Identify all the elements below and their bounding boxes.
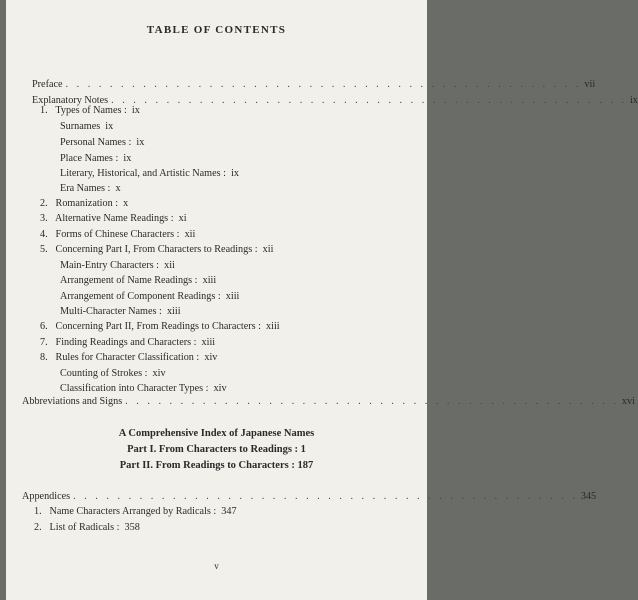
item-page: 358: [124, 522, 140, 533]
toc-entry-appendices: [22, 491, 597, 503]
index-part-2: Part II. From Readings to Characters : 187: [119, 460, 314, 471]
index-part-1: Part I. From Characters to Readings : 1: [127, 444, 306, 455]
toc-item: [40, 352, 217, 364]
item-page: xi: [178, 213, 187, 224]
leader-dots: . . . . . . . . . . . . . . . . . . . . . . . . . . . . . . . . . . . . . . . . . . . . . .: [73, 491, 578, 502]
item-page: xii: [184, 229, 196, 240]
item-number: 2.: [34, 522, 42, 533]
entry-label: Appendices: [22, 491, 71, 502]
item-text: Types of Names :: [55, 105, 127, 116]
item-text: Personal Names :: [60, 137, 132, 148]
item-text: Concerning Part I, From Characters to Readings :: [55, 244, 258, 255]
item-text: Arrangement of Component Readings :: [60, 291, 221, 302]
toc-subitem: [60, 368, 166, 380]
item-page: xiv: [152, 368, 166, 379]
toc-item: [40, 244, 273, 256]
item-text: Place Names :: [60, 153, 119, 164]
item-text: Alternative Name Readings :: [54, 213, 174, 224]
item-text: Rules for Character Classification :: [55, 352, 200, 363]
entry-page: xvi: [621, 396, 635, 407]
entry-label: Abbreviations and Signs: [22, 396, 123, 407]
toc-subitem: [60, 260, 175, 272]
item-number: 7.: [40, 337, 48, 348]
toc-entry-preface: [32, 79, 596, 91]
item-page: xiii: [225, 291, 240, 302]
item-number: 4.: [40, 229, 48, 240]
toc-subitem: [60, 275, 216, 287]
item-page: xiii: [201, 337, 216, 348]
item-text: Era Names :: [60, 183, 111, 194]
item-text: Main-Entry Characters :: [60, 260, 160, 271]
item-page: x: [115, 183, 121, 194]
index-title: A Comprehensive Index of Japanese Names: [118, 428, 315, 439]
item-number: 6.: [40, 321, 48, 332]
leader-dots: . . . . . . . . . . . . . . . . . . . . . . . . . . . . . . . . . . . . . . . . . . . . . . .: [65, 79, 582, 90]
item-page: xiii: [166, 306, 181, 317]
item-text: Classification into Character Types :: [60, 383, 209, 394]
item-page: xii: [262, 244, 274, 255]
book-page: [6, 0, 638, 600]
item-page: ix: [131, 105, 140, 116]
item-text: List of Radicals :: [49, 522, 120, 533]
toc-item: [40, 337, 215, 349]
item-text: Counting of Strokes :: [60, 368, 148, 379]
leader-dots: . . . . . . . . . . . . . . . . . . . . . . . . . . . . . . . . . . . . . . . . . . . . .: [125, 396, 619, 407]
toc-subitem: [60, 137, 144, 149]
entry-page: ix: [629, 95, 638, 106]
toc-subitem: [60, 306, 181, 318]
item-text: Romanization :: [55, 198, 119, 209]
toc-subitem: [60, 121, 113, 133]
item-text: Name Characters Arranged by Radicals :: [49, 506, 217, 517]
toc-subitem: [60, 291, 239, 303]
leader-dots: . . . . . . . . . . . . . . . . . . . . . . . . . . . . . . . . . . . . . . . . . . . . . . .: [111, 95, 627, 106]
toc-subitem: [60, 153, 131, 165]
toc-subitem: [60, 183, 121, 195]
item-page: xii: [164, 260, 175, 271]
item-number: 2.: [40, 198, 48, 209]
item-page: xiii: [202, 275, 217, 286]
entry-label: Explanatory Notes: [32, 95, 109, 106]
item-number: 5.: [40, 244, 48, 255]
entry-page: 345: [580, 491, 597, 502]
item-number: 8.: [40, 352, 48, 363]
item-page: xiii: [266, 321, 280, 332]
toc-item: [40, 321, 280, 333]
item-text: Surnames: [60, 121, 101, 132]
entry-page: vii: [584, 79, 596, 90]
toc-item: [40, 105, 140, 117]
item-text: Arrangement of Name Readings :: [60, 275, 198, 286]
item-number: 3.: [40, 213, 48, 224]
item-page: 347: [221, 506, 237, 517]
toc-subitem: [60, 168, 239, 180]
item-text: Finding Readings and Characters :: [55, 337, 197, 348]
page-folio: v: [214, 561, 219, 571]
item-text: Multi-Character Names :: [60, 306, 162, 317]
appendix-item: [34, 506, 237, 518]
toc-subitem: [60, 383, 227, 395]
item-page: ix: [105, 121, 114, 132]
entry-label: Preface: [32, 79, 63, 90]
appendix-item: [34, 522, 140, 534]
item-page: xiv: [204, 352, 218, 363]
item-page: xiv: [213, 383, 227, 394]
item-number: 1.: [40, 105, 48, 116]
item-text: Literary, Historical, and Artistic Names :: [60, 168, 226, 179]
item-number: 1.: [34, 506, 42, 517]
item-page: ix: [136, 137, 145, 148]
item-page: x: [123, 198, 129, 209]
toc-entry-abbreviations: [22, 396, 635, 408]
item-text: Concerning Part II, From Readings to Characters :: [55, 321, 261, 332]
toc-item: [40, 213, 187, 225]
item-text: Forms of Chinese Characters :: [55, 229, 180, 240]
item-page: ix: [123, 153, 132, 164]
toc-item: [40, 198, 128, 210]
item-page: ix: [231, 168, 239, 179]
toc-item: [40, 229, 195, 241]
page-title: TABLE OF CONTENTS: [146, 24, 287, 36]
